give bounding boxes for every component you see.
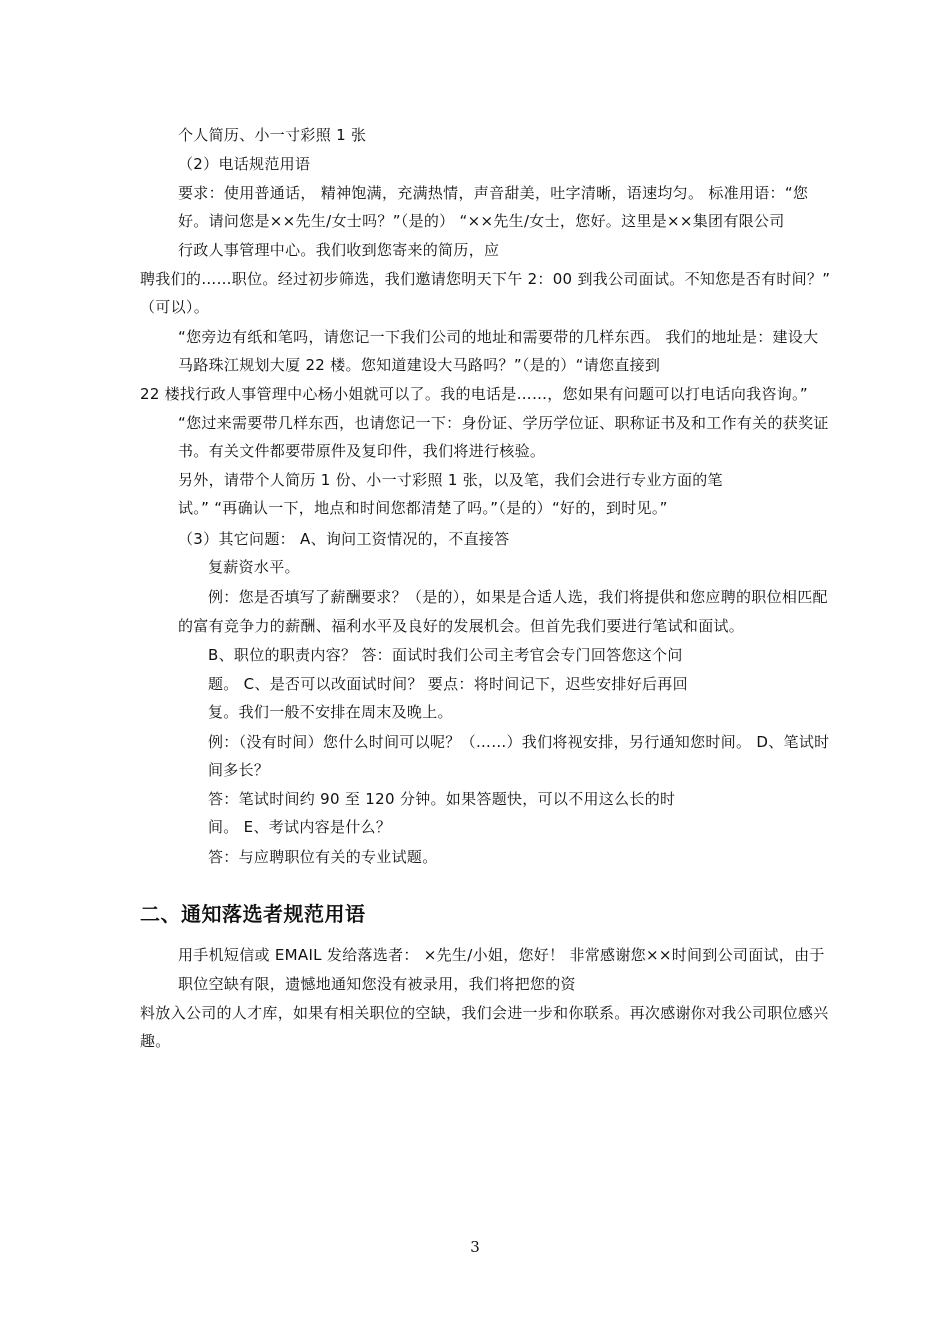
paragraph-line: 趣。 xyxy=(140,1032,171,1050)
subheading-other-questions: （3）其它问题： A、询问工资情况的，不直接答 xyxy=(178,530,510,548)
paragraph-line: “您过来需要带几样东西，也请您记一下：身份证、学历学位证、职称证书及和工作有关的获奖证 xyxy=(178,414,829,432)
paragraph-line: 书。有关文件都要带原件及复印件，我们将进行核验。 xyxy=(178,442,546,460)
paragraph-line: 间。 E、考试内容是什么？ xyxy=(208,818,392,836)
paragraph-line: （可以）。 xyxy=(140,298,210,316)
paragraph-line: 聘我们的……职位。经过初步筛选，我们邀请您明天下午 2：00 到我公司面试。不知您是否有时间？” xyxy=(140,270,831,288)
paragraph-line: 好。请问您是××先生/女士吗？”（是的） “××先生/女士，您好。这里是××集团有限公司 xyxy=(178,212,785,230)
paragraph-line: 行政人事管理中心。我们收到您寄来的简历，应 xyxy=(178,241,500,259)
section-heading: 二、通知落选者规范用语 xyxy=(140,902,366,926)
paragraph-line: 复。我们一般不安排在周末及晚上。 xyxy=(208,703,453,721)
paragraph-line: 另外，请带个人简历 1 份、小一寸彩照 1 张，以及笔，我们会进行专业方面的笔 xyxy=(178,471,723,489)
paragraph-line: 用手机短信或 EMAIL 发给落选者： ×先生/小姐，您好！ 非常感谢您××时间到公司面试，由于 xyxy=(178,946,825,964)
paragraph-line: 的富有竞争力的薪酬、福利水平及良好的发展机会。但首先我们要进行笔试和面试。 xyxy=(178,617,745,635)
paragraph-line: 例：您是否填写了薪酬要求？（是的），如果是合适人选，我们将提供和您应聘的职位相匹配 xyxy=(208,588,828,606)
paragraph-line: “您旁边有纸和笔吗，请您记一下我们公司的地址和需要带的几样东西。 我们的地址是：建设大 xyxy=(178,328,819,346)
paragraph-line: 试。” “再确认一下，地点和时间您都清楚了吗。”（是的）“好的，到时见。” xyxy=(178,499,668,517)
page-number: 3 xyxy=(470,1238,480,1256)
subheading-phone-language: （2）电话规范用语 xyxy=(178,155,311,173)
paragraph-line: 复薪资水平。 xyxy=(208,558,300,576)
paragraph-line: 答：与应聘职位有关的专业试题。 xyxy=(208,848,438,866)
paragraph-line: 马路珠江规划大厦 22 楼。您知道建设大马路吗？”（是的）“请您直接到 xyxy=(178,356,661,374)
paragraph-line: 要求：使用普通话， 精神饱满，充满热情，声音甜美，吐字清晰，语速均匀。 标准用语：“您 xyxy=(178,184,809,202)
paragraph-line: 间多长？ xyxy=(208,761,270,779)
paragraph-line: 例：（没有时间）您什么时间可以呢？（……）我们将视安排，另行通知您时间。 D、笔试时 xyxy=(208,733,830,751)
paragraph-line: 答：笔试时间约 90 至 120 分钟。如果答题快，可以不用这么长的时 xyxy=(208,790,676,808)
paragraph-line: 22 楼找行政人事管理中心杨小姐就可以了。我的电话是……，您如果有问题可以打电话向我咨询。” xyxy=(140,385,808,403)
paragraph-line: 职位空缺有限，遗憾地通知您没有被录用，我们将把您的资 xyxy=(178,975,576,993)
paragraph-line: 题。 C、是否可以改面试时间？ 要点：将时间记下，迟些安排好后再回 xyxy=(208,675,688,693)
paragraph-line: 料放入公司的人才库，如果有相关职位的空缺，我们会进一步和你联系。再次感谢你对我公司职位感兴 xyxy=(140,1004,829,1022)
paragraph-line: B、职位的职责内容？ 答：面试时我们公司主考官会专门回答您这个问 xyxy=(208,646,683,664)
paragraph-line: 个人简历、小一寸彩照 1 张 xyxy=(178,126,367,144)
